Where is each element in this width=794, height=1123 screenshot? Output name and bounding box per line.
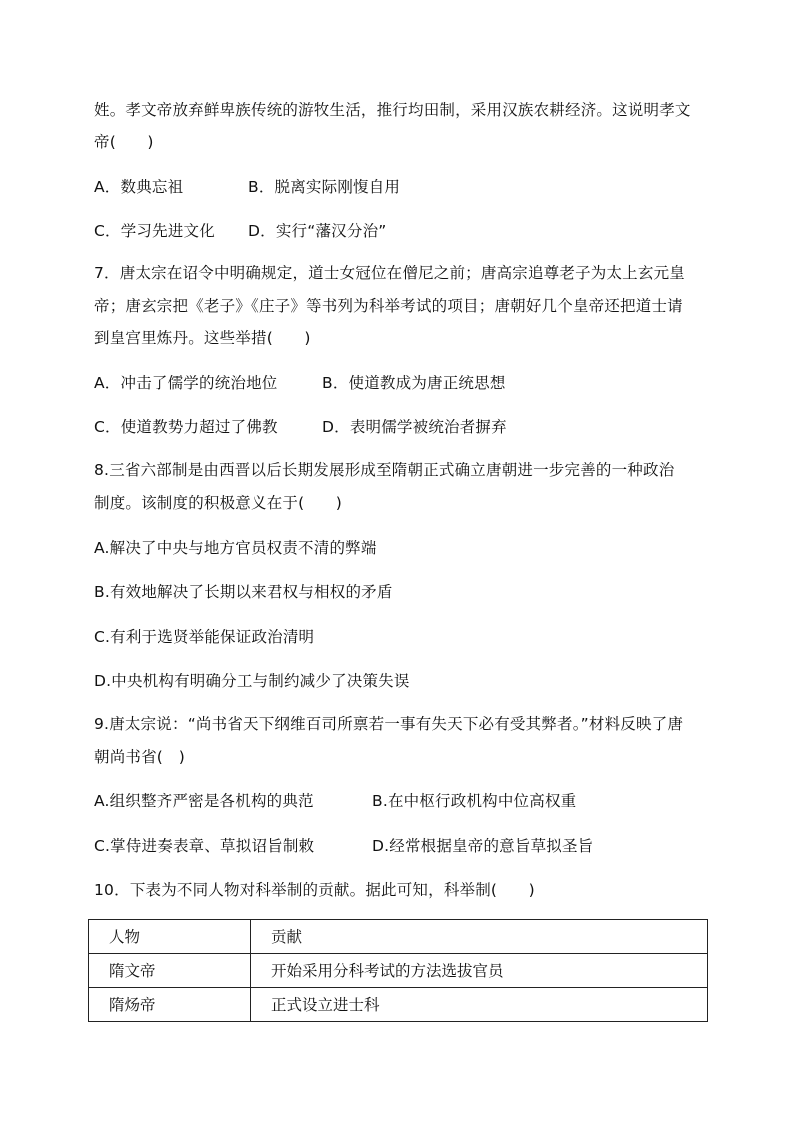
table-header-row: [89, 920, 708, 954]
q9-option-a[interactable]: A.组织整齐严密是各机构的典范: [94, 792, 314, 810]
q9-stem-line1: 9.唐太宗说：“尚书省天下纲维百司所禀若一事有失天下必有受其弊者。”材料反映了唐: [94, 715, 684, 733]
q6-option-c[interactable]: C．学习先进文化: [94, 222, 215, 240]
q6-option-b[interactable]: B．脱离实际刚愎自用: [248, 178, 401, 196]
table-header-person: 人物: [89, 920, 251, 954]
q8-option-b[interactable]: B.有效地解决了长期以来君权与相权的矛盾: [94, 583, 393, 601]
q8-option-a[interactable]: A.解决了中央与地方官员权责不清的弊端: [94, 539, 377, 557]
table-row: [89, 988, 708, 1022]
q6-stem-line1: 姓。孝文帝放弃鲜卑族传统的游牧生活，推行均田制，采用汉族农耕经济。这说明孝文: [94, 101, 691, 119]
q6-option-a[interactable]: A．数典忘祖: [94, 178, 184, 196]
q9-option-d[interactable]: D.经常根据皇帝的意旨草拟圣旨: [372, 837, 594, 855]
q9-stem-line2: 朝尚书省( ): [94, 748, 185, 766]
q7-stem-line3: 到皇宫里炼丹。这些举措( ): [94, 329, 311, 347]
q7-option-d[interactable]: D．表明儒学被统治者摒弃: [322, 418, 507, 436]
table-header-contribution: 贡献: [251, 920, 708, 954]
q9-option-b[interactable]: B.在中枢行政机构中位高权重: [372, 792, 577, 810]
q7-stem-line2: 帝；唐玄宗把《老子》《庄子》等书列为科举考试的项目；唐朝好几个皇帝还把道士请: [94, 297, 683, 315]
q7-stem-line1: 7．唐太宗在诏令中明确规定，道士女冠位在僧尼之前；唐高宗追尊老子为太上玄元皇: [94, 264, 685, 282]
table-cell-person: 隋炀帝: [89, 988, 251, 1022]
q6-stem-line2: 帝( ): [94, 133, 154, 151]
q8-stem-line2: 制度。该制度的积极意义在于( ): [94, 494, 342, 512]
table-cell-contribution: 开始采用分科考试的方法选拔官员: [251, 954, 708, 988]
q10-contribution-table: [88, 919, 708, 1022]
q7-option-b[interactable]: B．使道教成为唐正统思想: [322, 374, 506, 392]
table-cell-person: 隋文帝: [89, 954, 251, 988]
q10-stem-line1: 10．下表为不同人物对科举制的贡献。据此可知，科举制( ): [94, 881, 535, 899]
q6-option-d[interactable]: D．实行“藩汉分治”: [248, 222, 387, 240]
q9-option-c[interactable]: C.掌侍进奏表章、草拟诏旨制敕: [94, 837, 315, 855]
q8-option-c[interactable]: C.有利于选贤举能保证政治清明: [94, 628, 315, 646]
table-cell-contribution: 正式设立进士科: [251, 988, 708, 1022]
q7-option-a[interactable]: A．冲击了儒学的统治地位: [94, 374, 278, 392]
table-row: [89, 954, 708, 988]
q7-option-c[interactable]: C．使道教势力超过了佛教: [94, 418, 278, 436]
q8-option-d[interactable]: D.中央机构有明确分工与制约减少了决策失误: [94, 672, 410, 690]
q8-stem-line1: 8.三省六部制是由西晋以后长期发展形成至隋朝正式确立唐朝进一步完善的一种政治: [94, 461, 675, 479]
